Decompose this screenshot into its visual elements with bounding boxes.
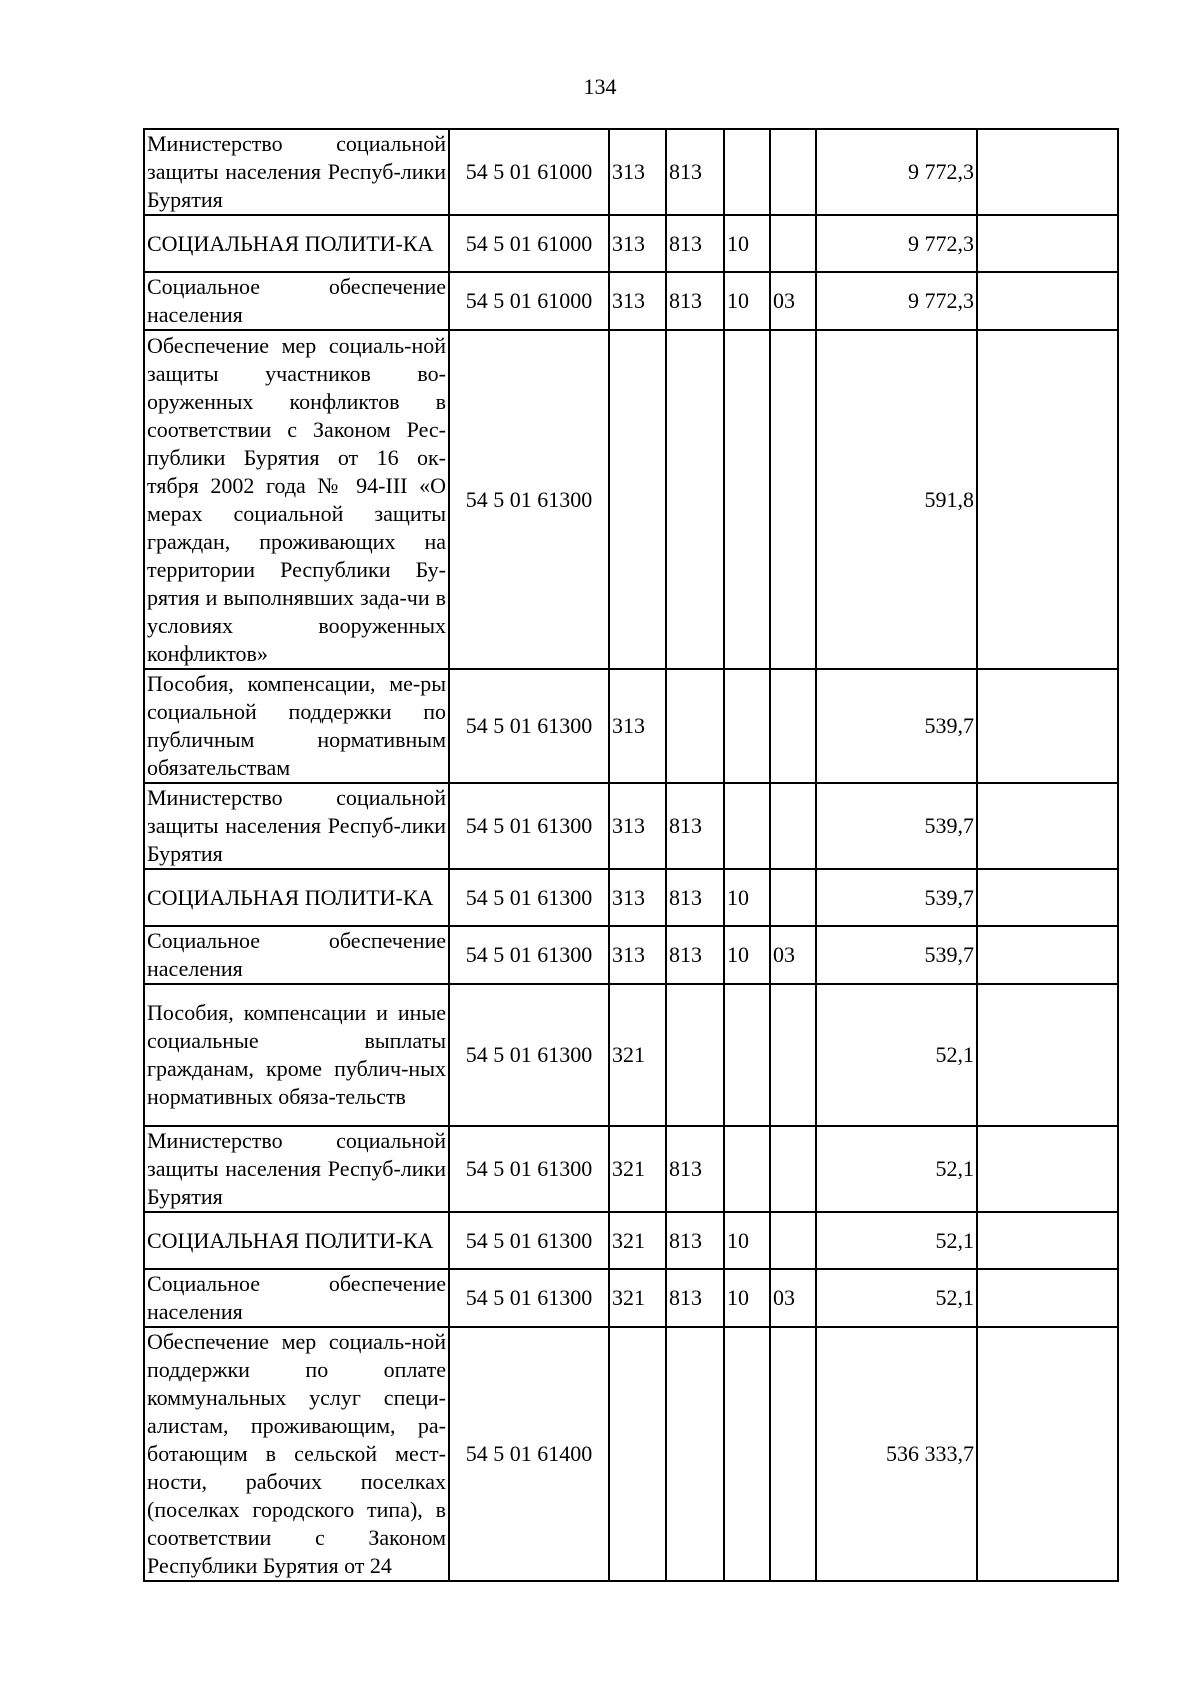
table-row — [144, 1126, 1118, 1212]
row-extra — [977, 984, 1118, 1126]
row-sum: 52,1 — [816, 984, 977, 1126]
row-name: Министерство социальной защиты населения Респуб-лики Бурятия — [144, 1126, 449, 1212]
table-row — [144, 215, 1118, 272]
row-name: Обеспечение мер социаль-ной защиты участников во-оруженных конфликтов в соответствии с Законом Рес-публики Бурятия от 16 ок-тября 2002 года № 94-III «О мерах социальной защиты граждан, проживающих на территории Республики Бу-рятия и выполнявших зада-чи в условиях вооруженных конфликтов» — [144, 330, 449, 669]
row-pr — [770, 984, 816, 1126]
row-grbs: 813 — [666, 1269, 724, 1327]
row-grbs: 813 — [666, 926, 724, 984]
row-sum: 52,1 — [816, 1126, 977, 1212]
row-name: Министерство социальной защиты населения Респуб-лики Бурятия — [144, 129, 449, 215]
row-sum: 539,7 — [816, 669, 977, 783]
table-row — [144, 783, 1118, 869]
row-vr: 313 — [609, 215, 666, 272]
row-pr — [770, 330, 816, 669]
table-row — [144, 330, 1118, 669]
row-code: 54 5 01 61300 — [449, 783, 609, 869]
row-extra — [977, 272, 1118, 330]
row-name: Обеспечение мер социаль-ной поддержки по оплате коммунальных услуг специ-алистам, проживающим, ра-ботающим в сельской мест-ности, рабочих поселках (поселках городского типа), в соответствии с Законом Республики Бурятия от 24 — [144, 1327, 449, 1581]
row-grbs: 813 — [666, 1212, 724, 1269]
row-pr — [770, 869, 816, 926]
budget-table — [143, 128, 1119, 1582]
row-vr — [609, 330, 666, 669]
row-vr: 313 — [609, 783, 666, 869]
row-vr: 321 — [609, 984, 666, 1126]
table-row — [144, 926, 1118, 984]
row-name: СОЦИАЛЬНАЯ ПОЛИТИ-КА — [144, 869, 449, 926]
row-grbs: 813 — [666, 1126, 724, 1212]
row-pr: 03 — [770, 926, 816, 984]
row-grbs: 813 — [666, 129, 724, 215]
row-extra — [977, 783, 1118, 869]
row-rz: 10 — [724, 272, 770, 330]
row-code: 54 5 01 61300 — [449, 926, 609, 984]
row-extra — [977, 1269, 1118, 1327]
row-sum: 52,1 — [816, 1269, 977, 1327]
row-sum: 536 333,7 — [816, 1327, 977, 1581]
row-grbs: 813 — [666, 215, 724, 272]
row-rz — [724, 669, 770, 783]
row-vr: 313 — [609, 869, 666, 926]
row-sum: 52,1 — [816, 1212, 977, 1269]
row-pr — [770, 1212, 816, 1269]
page-number: 134 — [583, 74, 617, 99]
row-rz — [724, 984, 770, 1126]
row-rz — [724, 783, 770, 869]
row-rz: 10 — [724, 1212, 770, 1269]
row-rz: 10 — [724, 869, 770, 926]
row-rz: 10 — [724, 1269, 770, 1327]
row-grbs: 813 — [666, 272, 724, 330]
row-extra — [977, 1212, 1118, 1269]
table-row — [144, 1212, 1118, 1269]
row-vr: 321 — [609, 1269, 666, 1327]
table-row — [144, 129, 1118, 215]
row-pr — [770, 129, 816, 215]
row-vr — [609, 1327, 666, 1581]
row-sum: 591,8 — [816, 330, 977, 669]
row-name: СОЦИАЛЬНАЯ ПОЛИТИ-КА — [144, 215, 449, 272]
row-grbs — [666, 984, 724, 1126]
row-extra — [977, 129, 1118, 215]
row-rz — [724, 330, 770, 669]
row-pr: 03 — [770, 1269, 816, 1327]
row-code: 54 5 01 61000 — [449, 129, 609, 215]
row-rz — [724, 129, 770, 215]
row-vr: 321 — [609, 1212, 666, 1269]
row-pr — [770, 783, 816, 869]
row-extra — [977, 926, 1118, 984]
row-name: Социальное обеспечение населения — [144, 1269, 449, 1327]
row-grbs: 813 — [666, 869, 724, 926]
row-name: СОЦИАЛЬНАЯ ПОЛИТИ-КА — [144, 1212, 449, 1269]
table-row — [144, 272, 1118, 330]
row-sum: 9 772,3 — [816, 272, 977, 330]
row-name: Министерство социальной защиты населения Респуб-лики Бурятия — [144, 783, 449, 869]
row-sum: 9 772,3 — [816, 129, 977, 215]
row-pr — [770, 1327, 816, 1581]
row-sum: 9 772,3 — [816, 215, 977, 272]
row-name: Социальное обеспечение населения — [144, 272, 449, 330]
row-grbs — [666, 669, 724, 783]
row-grbs — [666, 1327, 724, 1581]
row-vr: 321 — [609, 1126, 666, 1212]
row-vr: 313 — [609, 926, 666, 984]
row-pr — [770, 215, 816, 272]
row-code: 54 5 01 61300 — [449, 984, 609, 1126]
row-code: 54 5 01 61300 — [449, 1269, 609, 1327]
row-code: 54 5 01 61300 — [449, 669, 609, 783]
table-row — [144, 984, 1118, 1126]
row-vr: 313 — [609, 129, 666, 215]
table-row — [144, 1327, 1118, 1581]
row-sum: 539,7 — [816, 869, 977, 926]
row-name: Пособия, компенсации и иные социальные выплаты гражданам, кроме публич-ных нормативных обяза-тельств — [144, 984, 449, 1126]
row-code: 54 5 01 61400 — [449, 1327, 609, 1581]
table-row — [144, 869, 1118, 926]
row-sum: 539,7 — [816, 926, 977, 984]
table-row — [144, 1269, 1118, 1327]
row-extra — [977, 1327, 1118, 1581]
row-code: 54 5 01 61000 — [449, 215, 609, 272]
row-rz: 10 — [724, 926, 770, 984]
row-code: 54 5 01 61000 — [449, 272, 609, 330]
row-extra — [977, 669, 1118, 783]
row-vr: 313 — [609, 669, 666, 783]
row-sum: 539,7 — [816, 783, 977, 869]
row-vr: 313 — [609, 272, 666, 330]
row-name: Пособия, компенсации, ме-ры социальной поддержки по публичным нормативным обязательствам — [144, 669, 449, 783]
table-row — [144, 669, 1118, 783]
row-code: 54 5 01 61300 — [449, 1212, 609, 1269]
row-grbs — [666, 330, 724, 669]
row-extra — [977, 1126, 1118, 1212]
row-pr — [770, 1126, 816, 1212]
row-rz: 10 — [724, 215, 770, 272]
row-code: 54 5 01 61300 — [449, 1126, 609, 1212]
row-name: Социальное обеспечение населения — [144, 926, 449, 984]
row-code: 54 5 01 61300 — [449, 330, 609, 669]
row-code: 54 5 01 61300 — [449, 869, 609, 926]
row-extra — [977, 869, 1118, 926]
row-extra — [977, 215, 1118, 272]
row-grbs: 813 — [666, 783, 724, 869]
row-extra — [977, 330, 1118, 669]
row-rz — [724, 1327, 770, 1581]
row-pr — [770, 669, 816, 783]
row-rz — [724, 1126, 770, 1212]
row-pr: 03 — [770, 272, 816, 330]
